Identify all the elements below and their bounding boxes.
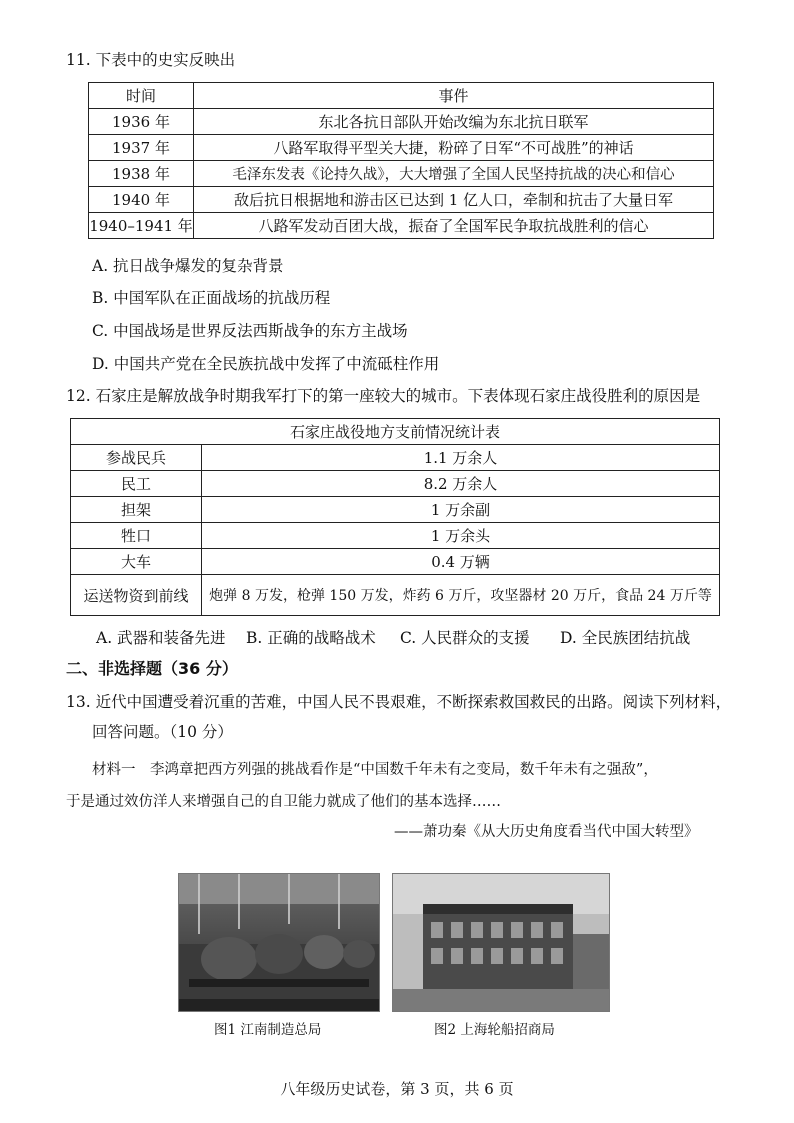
- table-row: [71, 575, 720, 616]
- q11-option-b: B. 中国军队在正面战场的抗战历程: [92, 289, 331, 307]
- page-footer: 八年级历史试卷，第 3 页，共 6 页: [280, 1080, 514, 1098]
- row-item: 大车: [71, 549, 202, 575]
- factory-interior-image: [179, 874, 379, 1011]
- q12-option-b: B. 正确的战略战术: [246, 629, 376, 647]
- row-item: 参战民兵: [71, 445, 202, 471]
- table-title: 石家庄战役地方支前情况统计表: [71, 419, 720, 445]
- row-value: 炮弹 8 万发，枪弹 150 万发，炸药 6 万斤，攻坚器材 20 万斤，食品 24 万斤等: [202, 575, 720, 616]
- table-row: [89, 213, 714, 239]
- row-value: 0.4 万辆: [202, 549, 720, 575]
- table-row: [71, 497, 720, 523]
- figure-2-caption: 图2 上海轮船招商局: [434, 1022, 555, 1038]
- row-year: 1938 年: [89, 161, 194, 187]
- row-value: 8.2 万余人: [202, 471, 720, 497]
- table-row: [71, 523, 720, 549]
- row-year: 1936 年: [89, 109, 194, 135]
- q11-stem: 11. 下表中的史实反映出: [66, 51, 236, 69]
- q12-stem: 12. 石家庄是解放战争时期我军打下的第一座较大的城市。下表体现石家庄战役胜利的原因是: [66, 387, 701, 405]
- row-year: 1940 年: [89, 187, 194, 213]
- row-event: 八路军取得平型关大捷，粉碎了日军“不可战胜”的神话: [194, 135, 714, 161]
- q13-stem-line1: 13. 近代中国遭受着沉重的苦难，中国人民不畏艰难，不断探索救国救民的出路。阅读下列材料，: [66, 693, 732, 711]
- row-event: 敌后抗日根据地和游击区已达到 1 亿人口，牵制和抗击了大量日军: [194, 187, 714, 213]
- section-heading: 二、非选择题（36 分）: [66, 659, 238, 678]
- material-line2: 于是通过效仿洋人来增强自己的自卫能力就成了他们的基本选择……: [66, 794, 501, 810]
- row-item: 民工: [71, 471, 202, 497]
- q11-option-d: D. 中国共产党在全民族抗战中发挥了中流砥柱作用: [92, 355, 440, 373]
- q11-table: [88, 82, 714, 239]
- row-event: 毛泽东发表《论持久战》，大大增强了全国人民坚持抗战的决心和信心: [194, 161, 714, 187]
- q12-option-c: C. 人民群众的支援: [400, 629, 530, 647]
- row-item: 担架: [71, 497, 202, 523]
- table-header-row: [89, 83, 714, 109]
- q11-option-a: A. 抗日战争爆发的复杂背景: [92, 257, 284, 275]
- row-event: 东北各抗日部队开始改编为东北抗日联军: [194, 109, 714, 135]
- material-line1: 材料一 李鸿章把西方列强的挑战看作是“中国数千年未有之变局，数千年未有之强敌”，: [92, 762, 658, 778]
- table-row: [89, 109, 714, 135]
- table-row: [89, 161, 714, 187]
- figure-1-caption: 图1 江南制造总局: [214, 1022, 322, 1038]
- row-item: 牲口: [71, 523, 202, 549]
- row-value: 1 万余副: [202, 497, 720, 523]
- row-year: 1937 年: [89, 135, 194, 161]
- row-value: 1.1 万余人: [202, 445, 720, 471]
- row-item: 运送物资到前线: [71, 575, 202, 616]
- figure-2-photo: [392, 873, 610, 1012]
- table-title-row: [71, 419, 720, 445]
- table-row: [71, 549, 720, 575]
- building-image: [393, 874, 609, 1011]
- q12-option-d: D. 全民族团结抗战: [560, 629, 691, 647]
- header-event: 事件: [194, 83, 714, 109]
- table-row: [71, 471, 720, 497]
- q12-option-a: A. 武器和装备先进: [96, 629, 226, 647]
- material-source: ——萧功秦《从大历史角度看当代中国大转型》: [394, 824, 699, 840]
- table-row: [89, 187, 714, 213]
- header-time: 时间: [89, 83, 194, 109]
- q12-table: [70, 418, 720, 616]
- table-row: [71, 445, 720, 471]
- q13-stem-line2: 回答问题。（10 分）: [92, 723, 233, 741]
- table-row: [89, 135, 714, 161]
- q11-option-c: C. 中国战场是世界反法西斯战争的东方主战场: [92, 322, 408, 340]
- row-value: 1 万余头: [202, 523, 720, 549]
- row-event: 八路军发动百团大战，振奋了全国军民争取抗战胜利的信心: [194, 213, 714, 239]
- row-year: 1940–1941 年: [89, 213, 194, 239]
- figure-1-photo: [178, 873, 380, 1012]
